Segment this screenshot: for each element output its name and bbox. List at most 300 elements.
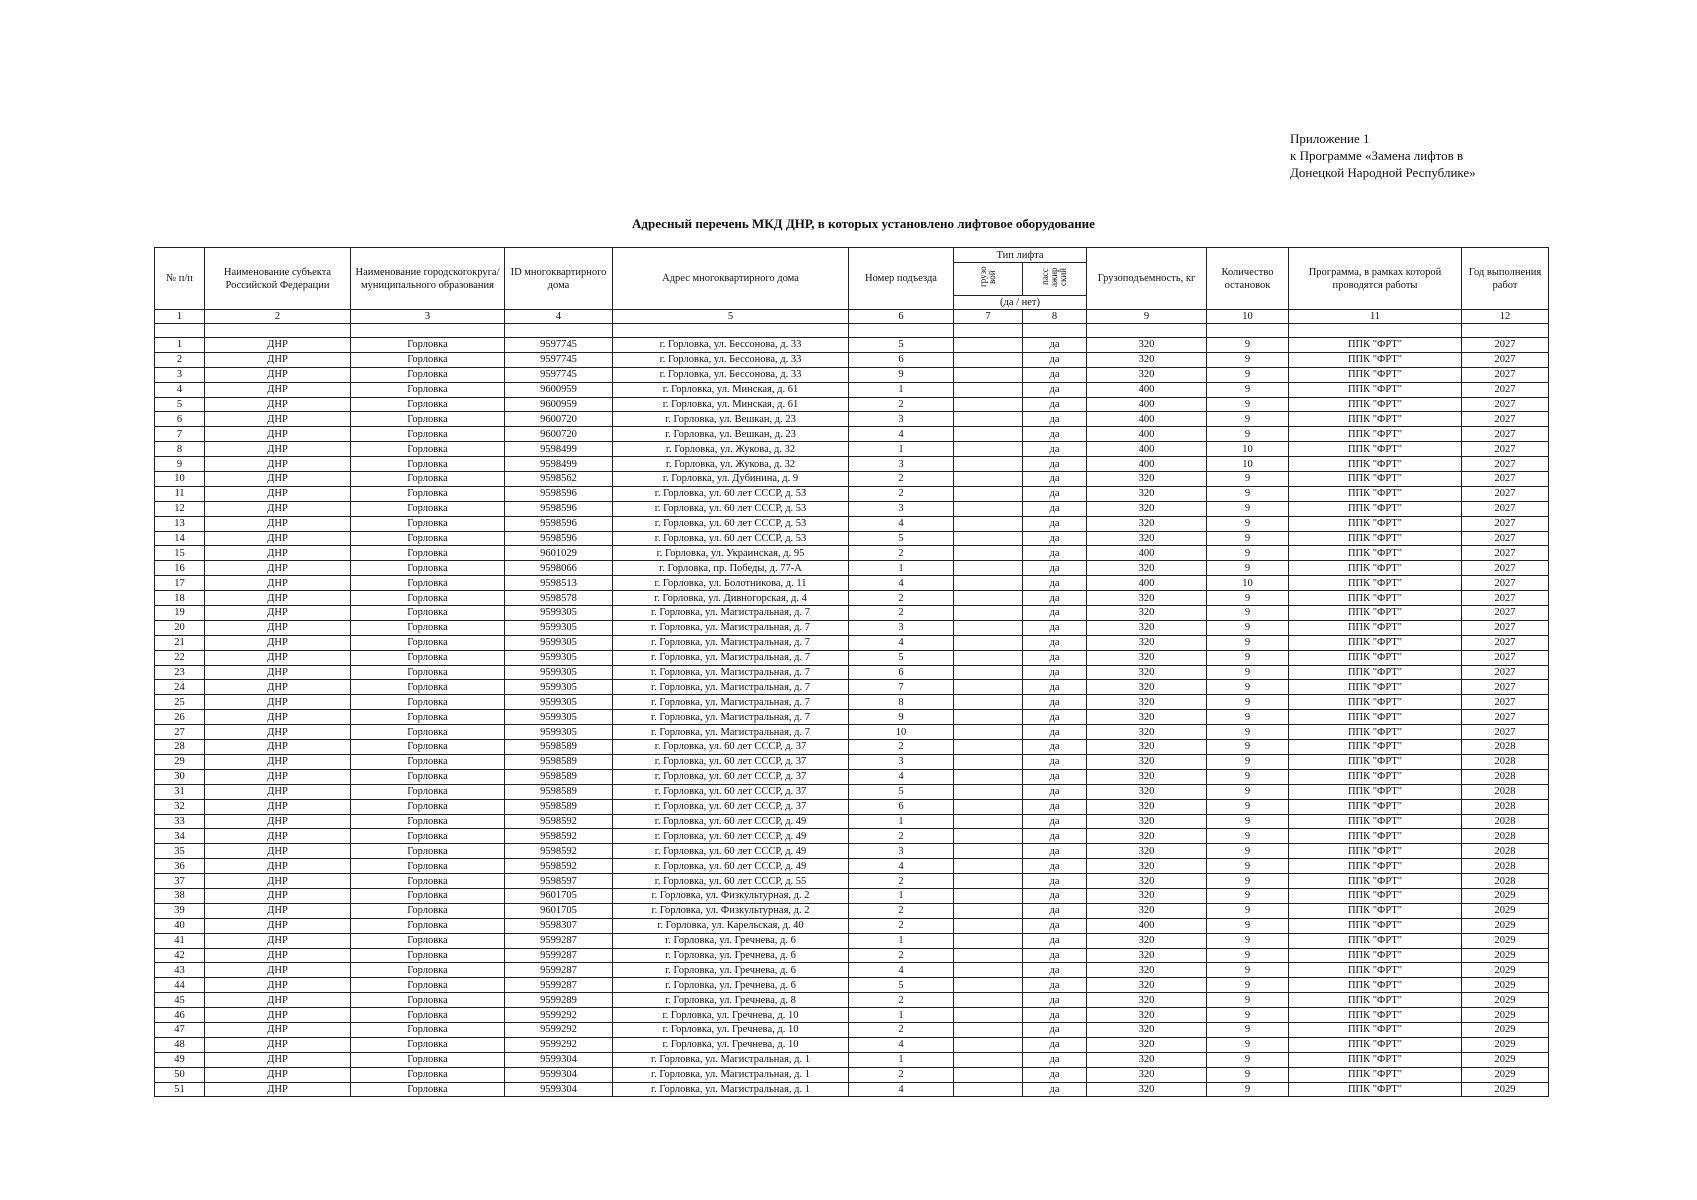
municipality-cell: Горловка [351,1008,505,1023]
program-cell: ППК "ФРТ" [1289,784,1462,799]
municipality-cell: Горловка [351,427,505,442]
municipality-cell: Горловка [351,606,505,621]
subject-cell: ДНР [205,397,351,412]
subject-cell: ДНР [205,903,351,918]
table-row [155,501,1549,516]
table-row [155,352,1549,367]
subject-cell: ДНР [205,859,351,874]
stops-cell: 9 [1207,561,1289,576]
year-cell: 2027 [1462,352,1549,367]
capacity-cell: 320 [1087,1067,1207,1082]
subject-cell: ДНР [205,829,351,844]
address-cell: г. Горловка, ул. Украинская, д. 95 [613,546,849,561]
capacity-cell: 320 [1087,1022,1207,1037]
row-number: 46 [155,1008,205,1023]
passenger-cell: да [1023,769,1087,784]
capacity-cell: 400 [1087,546,1207,561]
subject-cell: ДНР [205,427,351,442]
entrance-cell: 5 [849,978,954,993]
address-cell: г. Горловка, ул. Магистральная, д. 1 [613,1052,849,1067]
capacity-cell: 320 [1087,1082,1207,1097]
row-number: 6 [155,412,205,427]
row-number: 28 [155,740,205,755]
municipality-cell: Горловка [351,1082,505,1097]
year-cell: 2027 [1462,427,1549,442]
table-row [155,531,1549,546]
table-row [155,754,1549,769]
year-cell: 2027 [1462,412,1549,427]
table-row [155,338,1549,353]
table-row [155,367,1549,382]
address-cell: г. Горловка, ул. Магистральная, д. 7 [613,650,849,665]
address-cell: г. Горловка, ул. 60 лет СССР, д. 49 [613,814,849,829]
capacity-cell: 320 [1087,338,1207,353]
row-number: 1 [155,338,205,353]
year-cell: 2029 [1462,903,1549,918]
passenger-cell: да [1023,635,1087,650]
program-cell: ППК "ФРТ" [1289,1052,1462,1067]
table-row [155,427,1549,442]
year-cell: 2027 [1462,710,1549,725]
house-id-cell: 9598596 [505,501,613,516]
capacity-cell: 400 [1087,918,1207,933]
subject-cell: ДНР [205,635,351,650]
entrance-cell: 7 [849,680,954,695]
entrance-cell: 1 [849,814,954,829]
municipality-cell: Горловка [351,948,505,963]
house-id-cell: 9598596 [505,486,613,501]
municipality-cell: Горловка [351,814,505,829]
row-number: 35 [155,844,205,859]
cargo-cell [954,993,1023,1008]
annex-line-3: Донецкой Народной Республике» [1290,165,1476,180]
entrance-cell: 4 [849,635,954,650]
row-number: 27 [155,725,205,740]
passenger-cell: да [1023,367,1087,382]
address-cell: г. Горловка, ул. 60 лет СССР, д. 49 [613,859,849,874]
cargo-cell [954,680,1023,695]
passenger-cell: да [1023,695,1087,710]
capacity-cell: 320 [1087,725,1207,740]
house-id-cell: 9597745 [505,367,613,382]
entrance-cell: 2 [849,829,954,844]
table-row [155,874,1549,889]
row-number: 44 [155,978,205,993]
row-number: 32 [155,799,205,814]
subject-cell: ДНР [205,933,351,948]
house-id-cell: 9598592 [505,829,613,844]
year-cell: 2029 [1462,933,1549,948]
municipality-cell: Горловка [351,903,505,918]
passenger-cell: да [1023,948,1087,963]
program-cell: ППК "ФРТ" [1289,620,1462,635]
program-cell: ППК "ФРТ" [1289,1037,1462,1052]
table-row [155,844,1549,859]
header-program: Программа, в рамках которой проводятся работы [1289,248,1462,310]
address-cell: г. Горловка, ул. 60 лет СССР, д. 37 [613,799,849,814]
stops-cell: 9 [1207,1008,1289,1023]
entrance-cell: 3 [849,754,954,769]
capacity-cell: 320 [1087,799,1207,814]
program-cell: ППК "ФРТ" [1289,799,1462,814]
house-id-cell: 9599304 [505,1082,613,1097]
row-number: 9 [155,457,205,472]
subject-cell: ДНР [205,591,351,606]
table-row [155,412,1549,427]
passenger-cell: да [1023,903,1087,918]
subject-cell: ДНР [205,784,351,799]
table-row [155,903,1549,918]
row-number: 26 [155,710,205,725]
subject-cell: ДНР [205,918,351,933]
passenger-cell: да [1023,606,1087,621]
passenger-cell: да [1023,1008,1087,1023]
cargo-cell [954,903,1023,918]
cargo-cell [954,829,1023,844]
subject-cell: ДНР [205,1052,351,1067]
header-lift-type: Тип лифта [954,248,1087,263]
stops-cell: 10 [1207,442,1289,457]
capacity-cell: 320 [1087,665,1207,680]
program-cell: ППК "ФРТ" [1289,978,1462,993]
year-cell: 2029 [1462,1037,1549,1052]
row-number: 38 [155,888,205,903]
subject-cell: ДНР [205,754,351,769]
entrance-cell: 9 [849,710,954,725]
column-number: 5 [613,310,849,324]
lift-registry-table [154,247,1549,1097]
table-row [155,1037,1549,1052]
year-cell: 2028 [1462,844,1549,859]
capacity-cell: 320 [1087,1008,1207,1023]
address-cell: г. Горловка, ул. Дубинина, д. 9 [613,472,849,487]
house-id-cell: 9601029 [505,546,613,561]
municipality-cell: Горловка [351,844,505,859]
entrance-cell: 2 [849,993,954,1008]
address-cell: г. Горловка, ул. 60 лет СССР, д. 37 [613,784,849,799]
municipality-cell: Горловка [351,963,505,978]
stops-cell: 9 [1207,784,1289,799]
row-number: 34 [155,829,205,844]
cargo-cell [954,620,1023,635]
capacity-cell: 320 [1087,561,1207,576]
table-row [155,859,1549,874]
address-cell: г. Горловка, пр. Победы, д. 77-А [613,561,849,576]
capacity-cell: 400 [1087,457,1207,472]
capacity-cell: 320 [1087,978,1207,993]
entrance-cell: 2 [849,1067,954,1082]
address-cell: г. Горловка, ул. Гречнева, д. 10 [613,1022,849,1037]
program-cell: ППК "ФРТ" [1289,993,1462,1008]
municipality-cell: Горловка [351,412,505,427]
year-cell: 2027 [1462,397,1549,412]
year-cell: 2027 [1462,531,1549,546]
program-cell: ППК "ФРТ" [1289,650,1462,665]
cargo-cell [954,859,1023,874]
entrance-cell: 2 [849,397,954,412]
passenger-cell: да [1023,874,1087,889]
year-cell: 2028 [1462,784,1549,799]
passenger-cell: да [1023,472,1087,487]
subject-cell: ДНР [205,606,351,621]
stops-cell: 9 [1207,874,1289,889]
address-cell: г. Горловка, ул. Магистральная, д. 7 [613,725,849,740]
capacity-cell: 320 [1087,829,1207,844]
cargo-cell [954,442,1023,457]
house-id-cell: 9601705 [505,888,613,903]
cargo-cell [954,874,1023,889]
entrance-cell: 4 [849,1082,954,1097]
table-row [155,725,1549,740]
house-id-cell: 9599305 [505,650,613,665]
year-cell: 2027 [1462,338,1549,353]
stops-cell: 9 [1207,1082,1289,1097]
passenger-cell: да [1023,1067,1087,1082]
stops-cell: 9 [1207,993,1289,1008]
year-cell: 2029 [1462,1008,1549,1023]
stops-cell: 9 [1207,799,1289,814]
capacity-cell: 320 [1087,352,1207,367]
row-number: 33 [155,814,205,829]
row-number: 3 [155,367,205,382]
address-cell: г. Горловка, ул. Гречнева, д. 10 [613,1008,849,1023]
program-cell: ППК "ФРТ" [1289,1082,1462,1097]
address-cell: г. Горловка, ул. 60 лет СССР, д. 53 [613,486,849,501]
house-id-cell: 9597745 [505,338,613,353]
municipality-cell: Горловка [351,531,505,546]
cargo-cell [954,457,1023,472]
header-subject: Наименование субъекта Российской Федерации [205,248,351,310]
entrance-cell: 4 [849,963,954,978]
house-id-cell: 9599287 [505,933,613,948]
year-cell: 2029 [1462,978,1549,993]
cargo-cell [954,978,1023,993]
capacity-cell: 320 [1087,591,1207,606]
municipality-cell: Горловка [351,993,505,1008]
year-cell: 2027 [1462,606,1549,621]
program-cell: ППК "ФРТ" [1289,933,1462,948]
cargo-cell [954,754,1023,769]
passenger-cell: да [1023,382,1087,397]
header-municipality: Наименование городскогокруга/муниципального образования [351,248,505,310]
house-id-cell: 9599292 [505,1022,613,1037]
capacity-cell: 320 [1087,993,1207,1008]
house-id-cell: 9598513 [505,576,613,591]
entrance-cell: 2 [849,546,954,561]
municipality-cell: Горловка [351,650,505,665]
capacity-cell: 320 [1087,948,1207,963]
subject-cell: ДНР [205,576,351,591]
house-id-cell: 9599305 [505,635,613,650]
stops-cell: 9 [1207,635,1289,650]
house-id-cell: 9598562 [505,472,613,487]
year-cell: 2029 [1462,1022,1549,1037]
year-cell: 2027 [1462,382,1549,397]
capacity-cell: 320 [1087,680,1207,695]
row-number: 15 [155,546,205,561]
table-row [155,680,1549,695]
table-row [155,472,1549,487]
capacity-cell: 320 [1087,933,1207,948]
stops-cell: 9 [1207,352,1289,367]
passenger-cell: да [1023,814,1087,829]
passenger-cell: да [1023,650,1087,665]
year-cell: 2028 [1462,754,1549,769]
stops-cell: 9 [1207,933,1289,948]
passenger-cell: да [1023,397,1087,412]
municipality-cell: Горловка [351,1037,505,1052]
passenger-cell: да [1023,338,1087,353]
stops-cell: 9 [1207,725,1289,740]
annex-line-1: Приложение 1 [1290,131,1370,146]
program-cell: ППК "ФРТ" [1289,918,1462,933]
capacity-cell: 320 [1087,903,1207,918]
entrance-cell: 2 [849,874,954,889]
stops-cell: 9 [1207,859,1289,874]
subject-cell: ДНР [205,814,351,829]
cargo-cell [954,769,1023,784]
municipality-cell: Горловка [351,754,505,769]
municipality-cell: Горловка [351,799,505,814]
entrance-cell: 5 [849,784,954,799]
address-cell: г. Горловка, ул. Жукова, д. 32 [613,457,849,472]
municipality-cell: Горловка [351,501,505,516]
program-cell: ППК "ФРТ" [1289,1067,1462,1082]
row-number: 12 [155,501,205,516]
house-id-cell: 9600720 [505,427,613,442]
cargo-cell [954,338,1023,353]
passenger-cell: да [1023,352,1087,367]
subject-cell: ДНР [205,472,351,487]
header-num: № п/п [155,248,205,310]
row-number: 25 [155,695,205,710]
row-number: 36 [155,859,205,874]
annex-note [1290,130,1650,181]
entrance-cell: 4 [849,516,954,531]
row-number: 23 [155,665,205,680]
year-cell: 2027 [1462,665,1549,680]
stops-cell: 10 [1207,457,1289,472]
table-row [155,457,1549,472]
house-id-cell: 9598592 [505,814,613,829]
municipality-cell: Горловка [351,740,505,755]
row-number: 50 [155,1067,205,1082]
address-cell: г. Горловка, ул. Магистральная, д. 7 [613,710,849,725]
year-cell: 2027 [1462,546,1549,561]
year-cell: 2028 [1462,814,1549,829]
stops-cell: 9 [1207,591,1289,606]
table-row [155,486,1549,501]
entrance-cell: 4 [849,1037,954,1052]
document-title: Адресный перечень МКД ДНР, в которых установлено лифтовое оборудование [632,216,1095,231]
entrance-cell: 5 [849,531,954,546]
municipality-cell: Горловка [351,338,505,353]
cargo-cell [954,546,1023,561]
year-cell: 2027 [1462,501,1549,516]
program-cell: ППК "ФРТ" [1289,769,1462,784]
program-cell: ППК "ФРТ" [1289,888,1462,903]
table-row [155,561,1549,576]
passenger-cell: да [1023,933,1087,948]
address-cell: г. Горловка, ул. Гречнева, д. 6 [613,948,849,963]
address-cell: г. Горловка, ул. Гречнева, д. 10 [613,1037,849,1052]
municipality-cell: Горловка [351,933,505,948]
table-row [155,1022,1549,1037]
program-cell: ППК "ФРТ" [1289,397,1462,412]
cargo-cell [954,516,1023,531]
year-cell: 2028 [1462,859,1549,874]
program-cell: ППК "ФРТ" [1289,338,1462,353]
row-number: 39 [155,903,205,918]
passenger-cell: да [1023,546,1087,561]
cargo-cell [954,665,1023,680]
passenger-cell: да [1023,531,1087,546]
entrance-cell: 10 [849,725,954,740]
house-id-cell: 9599305 [505,680,613,695]
column-number: 12 [1462,310,1549,324]
program-cell: ППК "ФРТ" [1289,486,1462,501]
capacity-cell: 320 [1087,740,1207,755]
subject-cell: ДНР [205,1037,351,1052]
subject-cell: ДНР [205,1008,351,1023]
address-cell: г. Горловка, ул. Магистральная, д. 1 [613,1067,849,1082]
year-cell: 2027 [1462,442,1549,457]
program-cell: ППК "ФРТ" [1289,635,1462,650]
subject-cell: ДНР [205,1082,351,1097]
address-cell: г. Горловка, ул. Гречнева, д. 6 [613,963,849,978]
cargo-cell [954,486,1023,501]
row-number: 14 [155,531,205,546]
entrance-cell: 4 [849,769,954,784]
table-row [155,1052,1549,1067]
entrance-cell: 3 [849,620,954,635]
row-number: 13 [155,516,205,531]
house-id-cell: 9599289 [505,993,613,1008]
municipality-cell: Горловка [351,352,505,367]
year-cell: 2027 [1462,680,1549,695]
table-row [155,1067,1549,1082]
subject-cell: ДНР [205,888,351,903]
annex-line-2: к Программе «Замена лифтов в [1290,148,1464,163]
program-cell: ППК "ФРТ" [1289,382,1462,397]
municipality-cell: Горловка [351,486,505,501]
subject-cell: ДНР [205,382,351,397]
capacity-cell: 320 [1087,888,1207,903]
row-number: 47 [155,1022,205,1037]
municipality-cell: Горловка [351,829,505,844]
subject-cell: ДНР [205,546,351,561]
cargo-cell [954,710,1023,725]
address-cell: г. Горловка, ул. Магистральная, д. 7 [613,620,849,635]
address-cell: г. Горловка, ул. Магистральная, д. 7 [613,695,849,710]
subject-cell: ДНР [205,710,351,725]
house-id-cell: 9598592 [505,844,613,859]
header-stops: Количество остановок [1207,248,1289,310]
table-row [155,888,1549,903]
address-cell: г. Горловка, ул. Магистральная, д. 7 [613,606,849,621]
row-number: 19 [155,606,205,621]
stops-cell: 9 [1207,963,1289,978]
entrance-cell: 8 [849,695,954,710]
entrance-cell: 1 [849,561,954,576]
house-id-cell: 9597745 [505,352,613,367]
capacity-cell: 400 [1087,576,1207,591]
capacity-cell: 320 [1087,650,1207,665]
table-row [155,635,1549,650]
row-number: 48 [155,1037,205,1052]
table-row [155,993,1549,1008]
stops-cell: 9 [1207,1052,1289,1067]
